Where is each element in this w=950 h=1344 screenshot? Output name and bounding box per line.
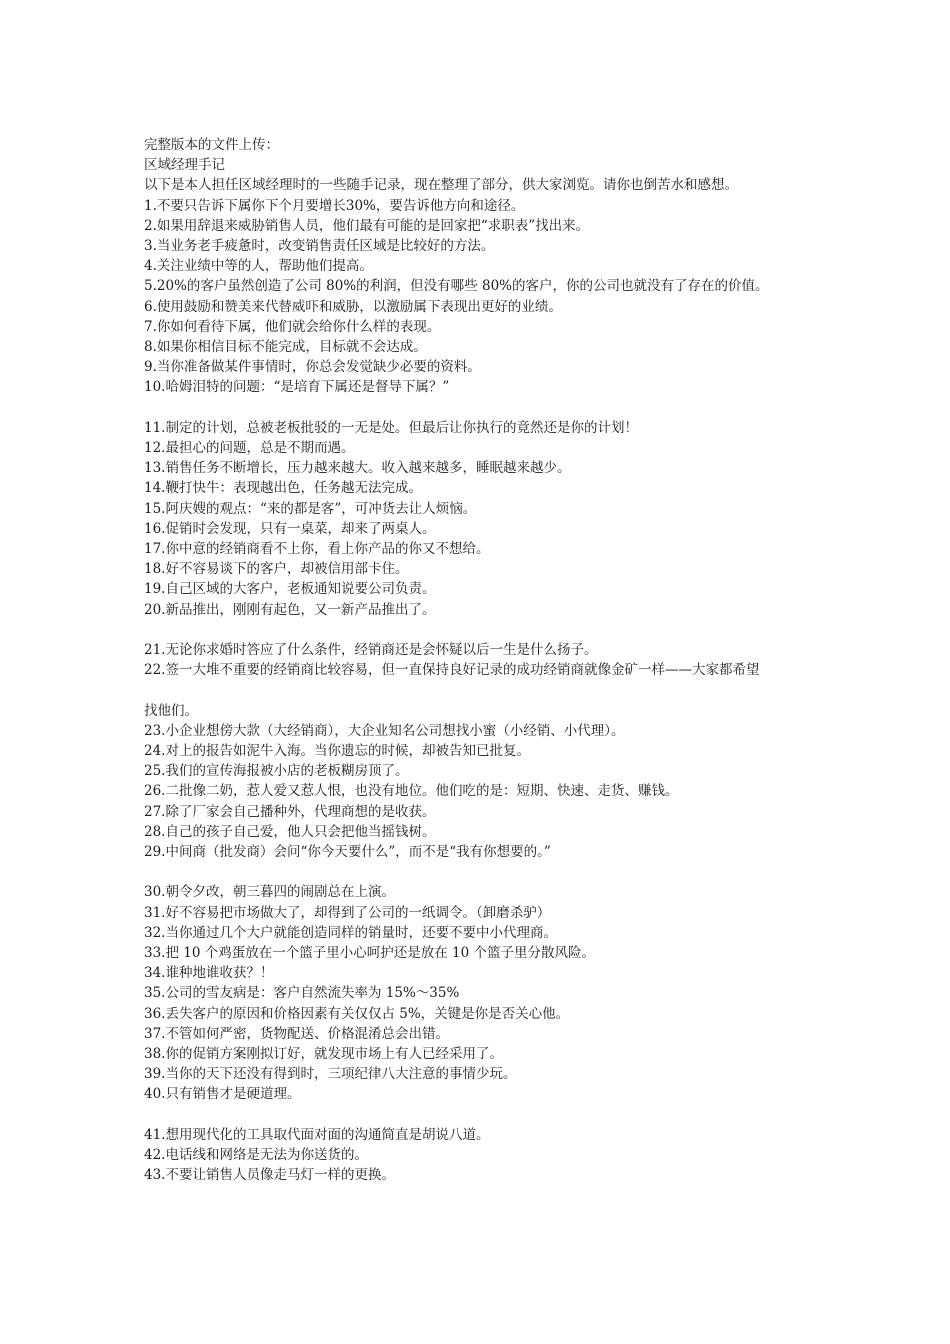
- list-item: 21.无论你求婚时答应了什么条件，经销商还是会怀疑以后一生是什么扬子。: [144, 642, 598, 659]
- list-item: 1.不要只告诉下属你下个月要增长30%，要告诉他方向和途径。: [144, 197, 525, 214]
- list-item: 13.销售任务不断增长，压力越来越大。收入越来越多，睡眠越来越少。: [144, 460, 571, 477]
- blank-line: [144, 1105, 814, 1125]
- list-item: 36.丢失客户的原因和价格因素有关仅仅占 5%，关键是你是否关心他。: [144, 1005, 570, 1022]
- blank-line: [144, 620, 814, 640]
- upload-note: 完整版本的文件上传：: [144, 137, 279, 153]
- list-item: 23.小企业想傍大款（大经销商），大企业知名公司想找小蜜（小经销、小代理）。: [144, 722, 625, 739]
- list-item: 33.把 10 个鸡蛋放在一个篮子里小心呵护还是放在 10 个篮子里分散风险。: [144, 945, 595, 962]
- list-item: 12.最担心的问题，总是不期而遇。: [144, 440, 355, 457]
- notes-list: [144, 196, 814, 1186]
- list-item: 18.好不容易谈下的客户，却被信用部卡住。: [144, 561, 409, 578]
- list-item: 3.当业务老手疲惫时，改变销售责任区域是比较好的方法。: [144, 238, 495, 255]
- intro-paragraph: 以下是本人担任区域经理时的一些随手记录，现在整理了部分，供大家浏览。请你也倒苦水和感想。: [144, 177, 738, 194]
- list-item: 9.当你准备做某件事情时，你总会发觉缺少必要的资料。: [144, 359, 481, 376]
- list-item: 7.你如何看待下属，他们就会给你什么样的表现。: [144, 318, 441, 335]
- document-title: 区域经理手记: [144, 157, 225, 174]
- list-item: 6.使用鼓励和赞美来代替威吓和威胁，以激励属下表现出更好的业绩。: [144, 298, 562, 315]
- list-item: 16.促销时会发现，只有一桌菜，却来了两桌人。: [144, 520, 436, 537]
- list-item: 37.不管如何严密，货物配送、价格混淆总会出错。: [144, 1025, 449, 1042]
- blank-line: [144, 398, 814, 418]
- list-item: 22.签一大堆不重要的经销商比较容易，但一直保持良好记录的成功经销商就像金矿一样——大家都希望: [144, 662, 760, 679]
- list-item: 20.新品推出，刚刚有起色，又一新产品推出了。: [144, 601, 436, 618]
- list-item: 38.你的促销方案刚拟订好，就发现市场上有人已经采用了。: [144, 1046, 503, 1063]
- blank-line: [144, 680, 814, 700]
- list-item: 27.除了厂家会自己播种外，代理商想的是收获。: [144, 803, 436, 820]
- list-item: 24.对上的报告如泥牛入海。当你遗忘的时候，却被告知已批复。: [144, 743, 530, 760]
- list-item: 14.鞭打快牛：表现越出色，任务越无法完成。: [144, 480, 422, 497]
- list-item: 31.好不容易把市场做大了，却得到了公司的一纸调令。（卸磨杀驴）: [144, 904, 551, 921]
- list-item: 17.你中意的经销商看不上你，看上你产品的你又不想给。: [144, 541, 490, 558]
- list-item: 11.制定的计划，总被老板批驳的一无是处。但最后让你执行的竟然还是你的计划！: [144, 419, 638, 436]
- blank-line: [144, 862, 814, 882]
- list-item: 34.谁种地谁收获？！: [144, 965, 274, 982]
- list-item: 29.中间商（批发商）会问“你今天要什么”，而不是“我有你想要的。”: [144, 844, 551, 861]
- list-item: 15.阿庆嫂的观点：“来的都是客”，可冲货去让人烦恼。: [144, 500, 477, 517]
- document-body: [144, 135, 814, 1185]
- list-item: 找他们。: [144, 702, 198, 719]
- list-item: 2.如果用辞退来威胁销售人员，他们最有可能的是回家把“求职表”找出来。: [144, 217, 590, 234]
- list-item: 35.公司的雪友病是：客户自然流失率为 15%～35%: [144, 985, 460, 1002]
- list-item: 4.关注业绩中等的人，帮助他们提高。: [144, 258, 373, 275]
- list-item: 30.朝令夕改，朝三暮四的闹剧总在上演。: [144, 884, 395, 901]
- list-item: 10.哈姆泪特的问题：“是培育下属还是督导下属？”: [144, 379, 450, 396]
- list-item: 28.自己的孩子自己爱，他人只会把他当摇钱树。: [144, 823, 436, 840]
- list-item: 5.20%的客户虽然创造了公司 80%的利润，但没有哪些 80%的客户，你的公司也就没有了存在的价值。: [144, 278, 769, 295]
- list-item: 19.自己区域的大客户，老板通知说要公司负责。: [144, 581, 436, 598]
- list-item: 26.二批像二奶，惹人爱又惹人恨，也没有地位。他们吃的是：短期、快速、走货、赚钱。: [144, 783, 679, 800]
- list-item: 8.如果你相信目标不能完成，目标就不会达成。: [144, 339, 427, 356]
- list-item: 32.当你通过几个大户就能创造同样的销量时，还要不要中小代理商。: [144, 924, 557, 941]
- list-item: 25.我们的宣传海报被小店的老板糊房顶了。: [144, 763, 409, 780]
- list-item: 43.不要让销售人员像走马灯一样的更换。: [144, 1167, 395, 1184]
- list-item: 42.电话线和网络是无法为你送货的。: [144, 1147, 368, 1164]
- list-item: 39.当你的天下还没有得到时，三项纪律八大注意的事情少玩。: [144, 1066, 517, 1083]
- list-item: 40.只有销售才是硬道理。: [144, 1086, 301, 1103]
- list-item: 41.想用现代化的工具取代面对面的沟通简直是胡说八道。: [144, 1126, 490, 1143]
